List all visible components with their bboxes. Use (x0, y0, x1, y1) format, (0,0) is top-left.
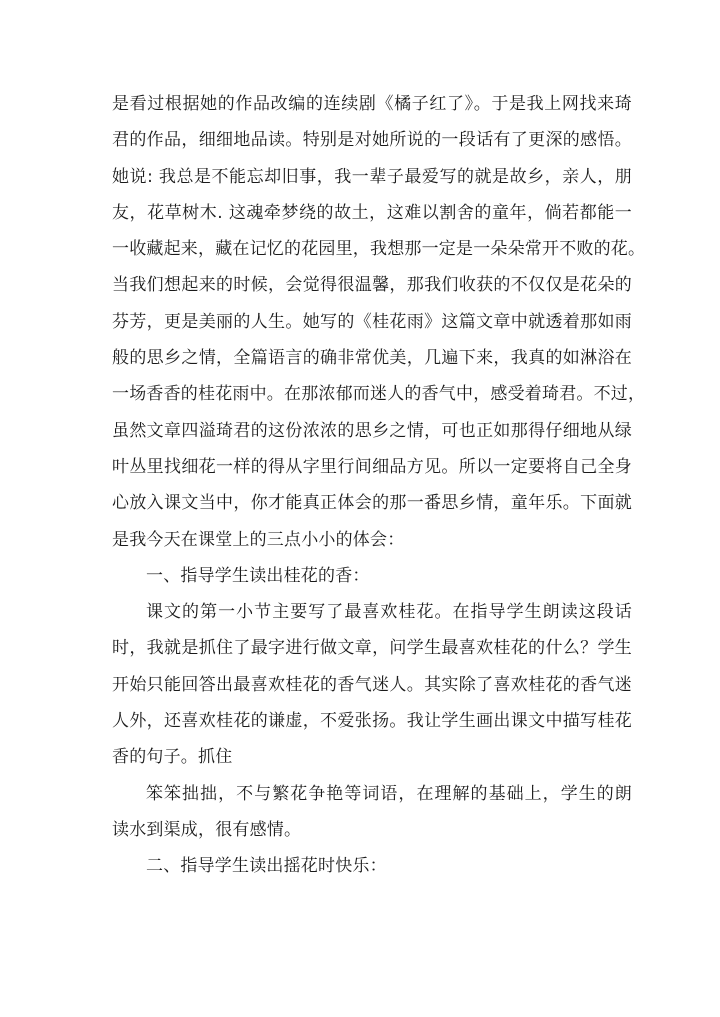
text-line: 友，花草树木. 这魂牵梦绕的故土，这难以割舍的童年，倘若都能一 (112, 202, 632, 223)
text-line: 她说: 我总是不能忘却旧事，我一辈子最爱写的就是故乡，亲人，朋 (112, 166, 632, 187)
text-line: 时，我就是抓住了最字进行做文章，问学生最喜欢桂花的什么？学生 (112, 638, 632, 659)
text-line: 开始只能回答出最喜欢桂花的香气迷人。其实除了喜欢桂花的香气迷 (112, 674, 632, 695)
text-line: 二、指导学生读出摇花时快乐： (146, 856, 387, 877)
text-line: 是我今天在课堂上的三点小小的体会： (112, 529, 405, 550)
text-line: 笨笨拙拙，不与繁花争艳等词语，在理解的基础上，学生的朗 (146, 783, 632, 804)
text-line: 叶丛里找细花一样的得从字里行间细品方见。所以一定要将自己全身 (112, 456, 632, 477)
text-line: 人外，还喜欢桂花的谦虚，不爱张扬。我让学生画出课文中描写桂花 (112, 711, 632, 732)
text-line: 香的句子。抓住 (112, 747, 233, 768)
text-line: 是看过根据她的作品改编的连续剧《橘子红了》。于是我上网找来琦 (112, 94, 632, 114)
text-line: 读水到渠成，很有感情。 (112, 819, 302, 840)
text-line: 虽然文章四溢琦君的这份浓浓的思乡之情，可也正如那得仔细地从绿 (112, 420, 632, 441)
text-line: 当我们想起来的时候，会觉得很温馨，那我们收获的不仅仅是花朵的 (112, 275, 632, 296)
text-line: 课文的第一小节主要写了最喜欢桂花。在指导学生朗读这段话 (146, 602, 632, 623)
text-line: 一收藏起来，藏在记忆的花园里，我想那一定是一朵朵常开不败的花。 (112, 239, 646, 260)
text-line: 君的作品，细细地品读。特别是对她所说的一段话有了更深的感悟。 (112, 130, 632, 151)
text-line: 一场香香的桂花雨中。在那浓郁而迷人的香气中，感受着琦君。不过， (112, 384, 646, 405)
text-line: 般的思乡之情，全篇语言的确非常优美，几遍下来，我真的如淋浴在 (112, 348, 632, 369)
document-body (112, 86, 646, 885)
text-line: 心放入课文当中，你才能真正体会的那一番思乡情，童年乐。下面就 (112, 493, 632, 514)
text-line: 一、指导学生读出桂花的香： (146, 565, 370, 586)
text-line: 芬芳，更是美丽的人生。她写的《桂花雨》这篇文章中就透着那如雨 (112, 311, 632, 332)
